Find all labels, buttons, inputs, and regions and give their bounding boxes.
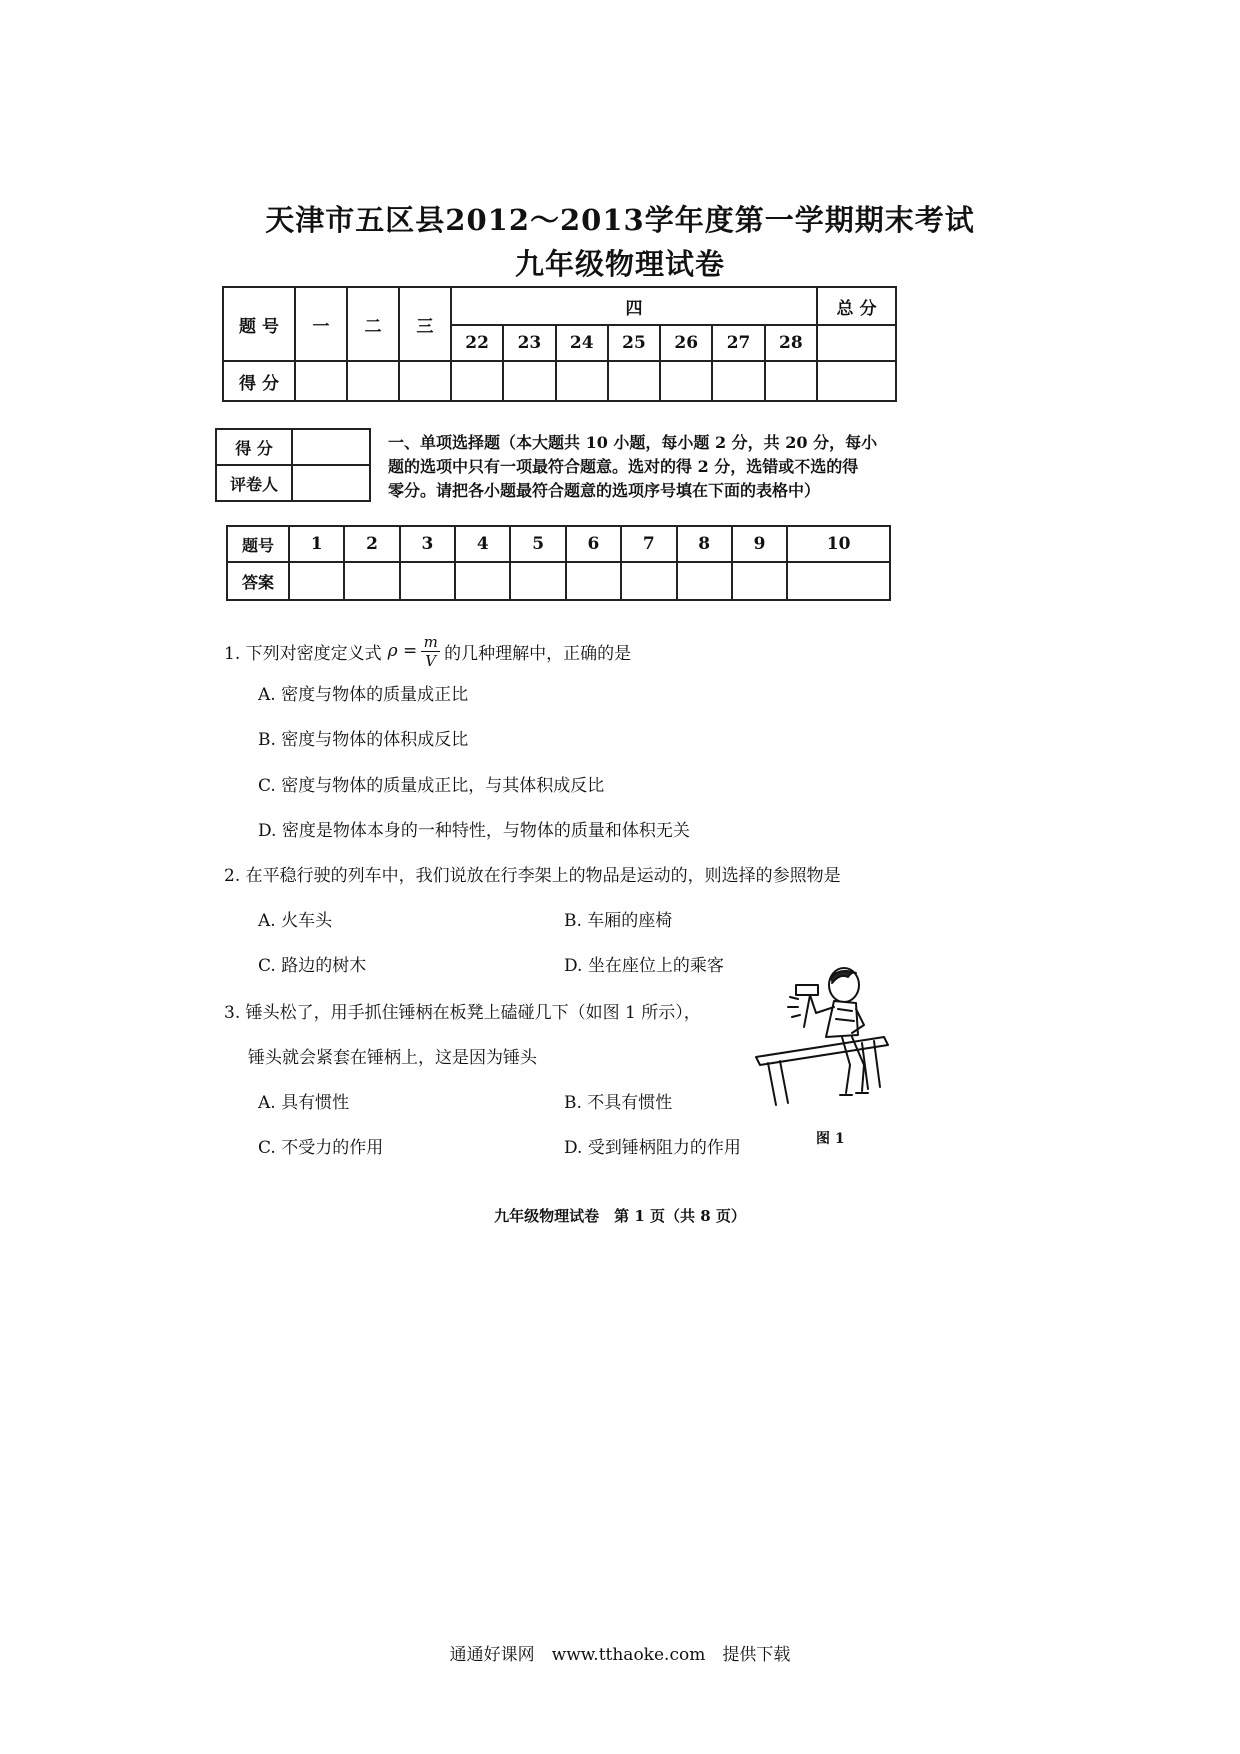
answer-table-number: 9 <box>732 526 787 562</box>
question-3-option-d: D. 受到锤柄阻力的作用 <box>564 1138 741 1158</box>
question-3-stem-line-2: 锤头就会紧套在锤柄上，这是因为锤头 <box>248 1048 537 1068</box>
score-cell <box>608 361 660 401</box>
answer-cell <box>787 562 890 600</box>
question-1-option-c: C. 密度与物体的质量成正比，与其体积成反比 <box>258 776 605 796</box>
question-1-option-a: A. 密度与物体的质量成正比 <box>258 685 469 705</box>
exam-title: 天津市五区县2012～2013学年度第一学期期末考试 <box>265 203 975 237</box>
question-1-option-b: B. 密度与物体的体积成反比 <box>258 730 469 750</box>
score-cell <box>660 361 712 401</box>
instructions-line: 一、单项选择题（本大题共 10 小题，每小题 2 分，共 20 分，每小 <box>388 433 878 452</box>
question-3-stem-line-1: 3. 锤头松了，用手抓住锤柄在板凳上磕碰几下（如图 1 所示）， <box>224 1003 701 1023</box>
question-2-stem: 2. 在平稳行驶的列车中，我们说放在行李架上的物品是运动的，则选择的参照物是 <box>224 866 841 886</box>
answer-cell <box>455 562 510 600</box>
grader-box-grader-cell <box>292 465 370 501</box>
answer-cell <box>400 562 455 600</box>
answer-cell <box>621 562 676 600</box>
answer-table-number: 3 <box>400 526 455 562</box>
page-footer: 九年级物理试卷 第 1 页（共 8 页） <box>494 1207 746 1225</box>
grader-box-score-cell <box>292 429 370 465</box>
answer-cell <box>732 562 787 600</box>
question-1-option-d: D. 密度是物体本身的一种特性，与物体的质量和体积无关 <box>258 821 690 841</box>
score-table-subcol: 27 <box>712 325 764 361</box>
density-formula-fraction <box>421 633 440 670</box>
score-table-empty-cell <box>817 325 896 361</box>
question-3-option-a: A. 具有惯性 <box>258 1093 350 1113</box>
instructions-line: 题的选项中只有一项最符合题意。选对的得 2 分，选错或不选的得 <box>388 457 859 476</box>
answer-table-number: 8 <box>677 526 732 562</box>
answer-cell <box>677 562 732 600</box>
score-table-subcol: 25 <box>608 325 660 361</box>
answer-table <box>226 525 891 601</box>
density-formula-lhs: ρ = <box>387 641 418 661</box>
question-3-option-b: B. 不具有惯性 <box>564 1093 673 1113</box>
answer-table-number: 1 <box>289 526 344 562</box>
score-cell <box>347 361 399 401</box>
figure-1-hammer-boy <box>752 965 890 1115</box>
score-cell <box>556 361 608 401</box>
score-table-total: 总 分 <box>817 287 896 325</box>
grader-box-score-label: 得 分 <box>216 429 292 465</box>
question-1-stem-text-after: 的几种理解中，正确的是 <box>444 643 632 664</box>
question-2-option-a: A. 火车头 <box>258 911 333 931</box>
answer-table-row-label-answer: 答案 <box>227 562 289 600</box>
formula-denominator: V <box>421 651 440 670</box>
score-table-subcol: 28 <box>765 325 817 361</box>
score-cell <box>765 361 817 401</box>
score-table-col-2: 二 <box>347 287 399 361</box>
exam-subtitle: 九年级物理试卷 <box>514 247 725 281</box>
answer-table-number: 2 <box>344 526 399 562</box>
question-2-option-b: B. 车厢的座椅 <box>564 911 673 931</box>
score-table-subcol: 22 <box>451 325 503 361</box>
question-3-option-c: C. 不受力的作用 <box>258 1138 384 1158</box>
answer-cell <box>566 562 621 600</box>
answer-table-number: 6 <box>566 526 621 562</box>
grader-box <box>215 428 371 502</box>
score-table-group-4: 四 <box>451 287 817 325</box>
answer-cell <box>289 562 344 600</box>
score-cell <box>295 361 347 401</box>
formula-numerator: m <box>423 632 438 651</box>
score-table-row-label-number: 题 号 <box>223 287 295 361</box>
score-table <box>222 286 897 402</box>
answer-table-number: 4 <box>455 526 510 562</box>
score-table-subcol: 23 <box>503 325 555 361</box>
score-table-col-3: 三 <box>399 287 451 361</box>
score-table-row-label-score: 得 分 <box>223 361 295 401</box>
figure-1-caption: 图 1 <box>816 1131 845 1147</box>
question-2-option-d: D. 坐在座位上的乘客 <box>564 956 724 976</box>
answer-table-row-label-number: 题号 <box>227 526 289 562</box>
section1-instructions <box>388 431 898 503</box>
score-cell <box>712 361 764 401</box>
score-table-col-1: 一 <box>295 287 347 361</box>
answer-table-number: 7 <box>621 526 676 562</box>
answer-cell <box>510 562 565 600</box>
answer-table-number: 10 <box>787 526 890 562</box>
source-footer: 通通好课网 www.tthaoke.com 提供下载 <box>449 1645 791 1665</box>
question-1-stem-text: 1. 下列对密度定义式 <box>224 643 382 664</box>
grader-box-grader-label: 评卷人 <box>216 465 292 501</box>
answer-table-number: 5 <box>510 526 565 562</box>
score-cell <box>817 361 896 401</box>
question-2-option-c: C. 路边的树木 <box>258 956 367 976</box>
score-cell <box>399 361 451 401</box>
score-cell <box>451 361 503 401</box>
score-table-subcol: 26 <box>660 325 712 361</box>
question-1-stem <box>224 628 631 674</box>
score-table-subcol: 24 <box>556 325 608 361</box>
score-cell <box>503 361 555 401</box>
answer-cell <box>344 562 399 600</box>
instructions-line: 零分。请把各小题最符合题意的选项序号填在下面的表格中） <box>388 481 821 500</box>
